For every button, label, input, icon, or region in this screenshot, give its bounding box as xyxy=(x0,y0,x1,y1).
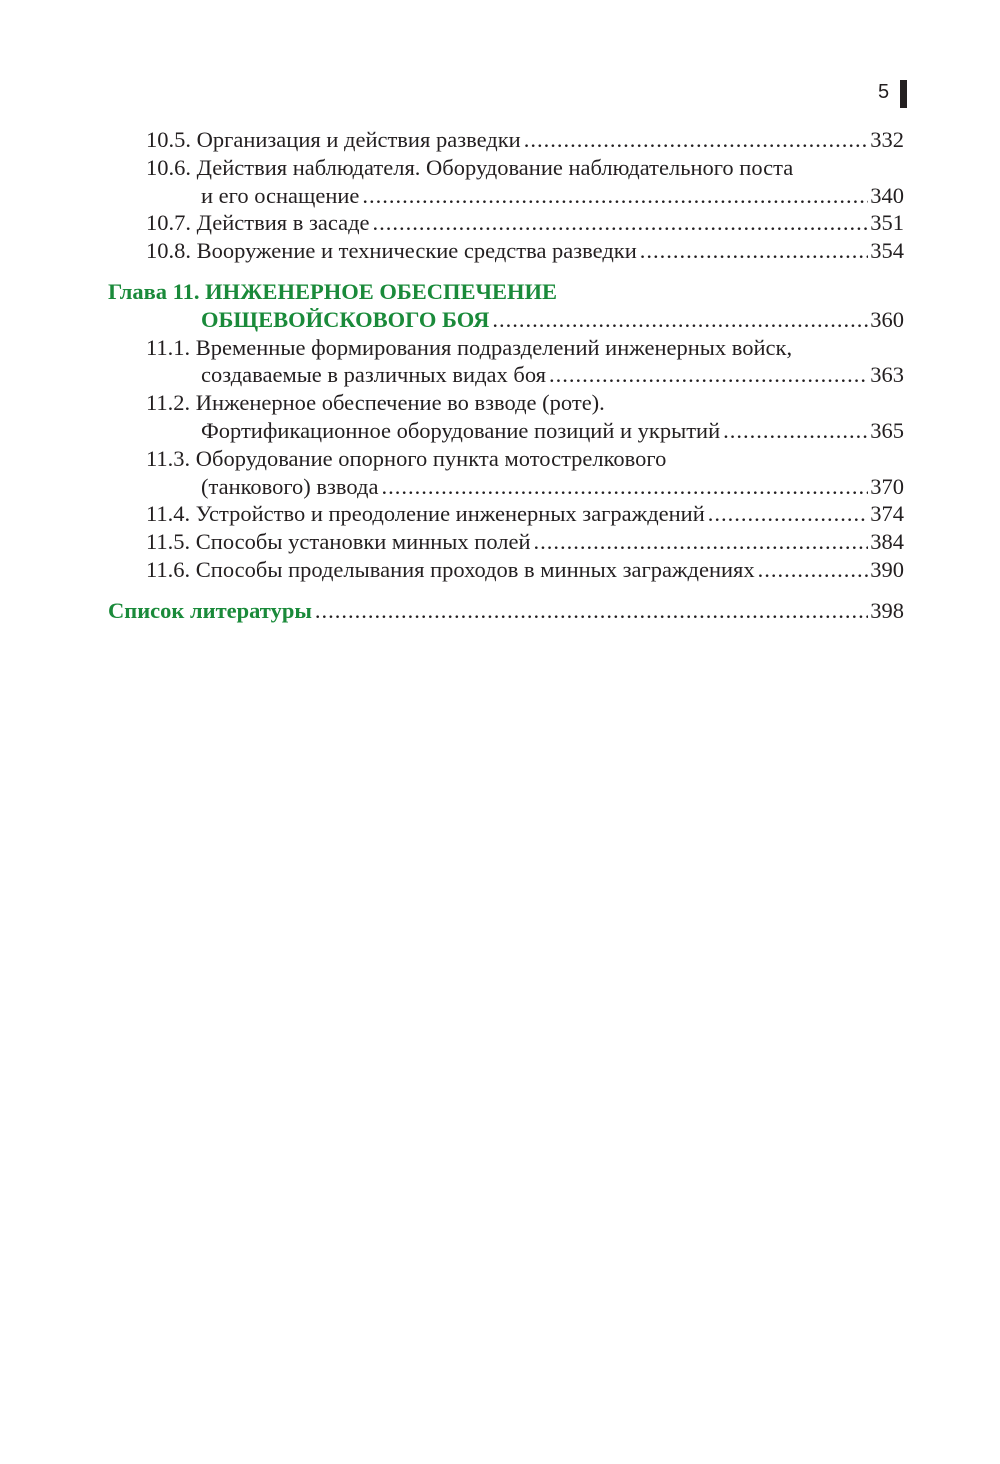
dot-leader xyxy=(524,126,869,154)
toc-entry-label: Способы проделывания проходов в минных заграждениях xyxy=(195,556,755,582)
toc-entry-number: 11.3. xyxy=(146,445,191,471)
toc-entry-11-3-cont[interactable] xyxy=(108,473,904,501)
toc-entry-number: 11.5. xyxy=(146,529,191,555)
toc-entry-10-5[interactable] xyxy=(108,126,904,154)
toc-chapter-11[interactable] xyxy=(108,278,904,306)
toc-chapter-11-cont[interactable] xyxy=(108,306,904,334)
toc-entry-page: 354 xyxy=(870,238,904,264)
toc-entry-page: 360 xyxy=(870,306,904,332)
toc-entry-10-6[interactable] xyxy=(108,154,904,182)
dot-leader xyxy=(362,182,868,210)
toc-entry-title xyxy=(146,528,531,556)
references-title: Список литературы xyxy=(108,597,312,623)
toc-entry-number: 11.4. xyxy=(146,501,191,527)
toc-entry-page: 390 xyxy=(870,556,904,582)
dot-leader xyxy=(381,473,868,501)
dot-leader xyxy=(492,306,868,334)
page-marker xyxy=(900,80,907,108)
toc-entry-label: Оборудование опорного пункта мотострелкового xyxy=(195,445,667,471)
dot-leader xyxy=(758,556,869,584)
toc-entry-label: создаваемые в различных видах боя xyxy=(201,362,547,388)
toc-entry-page: 351 xyxy=(870,210,904,236)
toc-references[interactable] xyxy=(108,597,904,625)
page-number: 5 xyxy=(878,81,890,103)
dot-leader xyxy=(534,528,869,556)
toc-entry-title xyxy=(146,389,605,417)
toc-entry-label: Организация и действия разведки xyxy=(196,127,521,152)
toc-entry-label: Фортификационное оборудование позиций и укрытий xyxy=(201,417,721,443)
toc-entry-label: Действия в засаде xyxy=(196,210,370,236)
toc-entry-number: 10.8. xyxy=(146,238,191,264)
toc-entry-label: Устройство и преодоление инженерных заграждений xyxy=(195,501,705,527)
toc-entry-title xyxy=(146,334,792,362)
toc-entry-title xyxy=(146,154,793,182)
toc-entry-label: Действия наблюдателя. Оборудование наблюдательного поста xyxy=(196,154,794,180)
toc-entry-page: 365 xyxy=(870,417,904,443)
toc-entry-number: 10.5. xyxy=(146,127,191,152)
toc-entry-10-6-cont[interactable] xyxy=(108,182,904,210)
toc-entry-title xyxy=(146,237,637,265)
toc-entry-page: 398 xyxy=(870,597,904,623)
toc-entry-number: 11.1. xyxy=(146,334,191,360)
toc-entry-label: Инженерное обеспечение во взводе (роте). xyxy=(195,390,605,416)
toc-entry-page: 340 xyxy=(870,182,904,208)
toc-entry-11-4[interactable] xyxy=(108,500,904,528)
dot-leader xyxy=(549,361,868,389)
toc-entry-page: 384 xyxy=(870,529,904,555)
toc-entry-page: 332 xyxy=(870,127,904,152)
toc-entry-11-5[interactable] xyxy=(108,528,904,556)
chapter-title: ОБЩЕВОЙСКОВОГО БОЯ xyxy=(201,306,490,332)
toc-entry-title xyxy=(146,500,705,528)
toc-entry-label: Способы установки минных полей xyxy=(195,529,531,555)
toc-entry-11-2[interactable] xyxy=(108,389,904,417)
toc-entry-page: 370 xyxy=(870,473,904,499)
toc-entry-10-8[interactable] xyxy=(108,237,904,265)
toc-entry-11-2-cont[interactable] xyxy=(108,417,904,445)
dot-leader xyxy=(315,597,868,625)
toc-entry-number: 10.7. xyxy=(146,210,191,236)
toc-entry-11-3[interactable] xyxy=(108,445,904,473)
toc-entry-title xyxy=(146,556,755,584)
dot-leader xyxy=(373,209,869,237)
toc-entry-11-1-cont[interactable] xyxy=(108,361,904,389)
toc-entry-label: Вооружение и технические средства разведки xyxy=(196,238,637,264)
dot-leader xyxy=(723,417,868,445)
toc-entry-label: Временные формирования подразделений инженерных войск, xyxy=(195,334,793,360)
toc-entry-title xyxy=(146,126,521,154)
toc-entry-page: 363 xyxy=(870,362,904,388)
table-of-contents xyxy=(108,126,904,625)
chapter-title: Глава 11. ИНЖЕНЕРНОЕ ОБЕСПЕЧЕНИЕ xyxy=(108,278,558,304)
toc-entry-label: (танкового) взвода xyxy=(201,473,379,499)
dot-leader xyxy=(640,237,868,265)
toc-entry-number: 10.6. xyxy=(146,154,191,180)
toc-entry-title xyxy=(146,209,370,237)
toc-entry-label: и его оснащение xyxy=(201,182,360,208)
dot-leader xyxy=(708,500,869,528)
toc-entry-11-1[interactable] xyxy=(108,334,904,362)
toc-entry-page: 374 xyxy=(870,501,904,527)
toc-entry-title xyxy=(146,445,666,473)
toc-entry-11-6[interactable] xyxy=(108,556,904,584)
toc-entry-number: 11.2. xyxy=(146,390,191,416)
toc-entry-10-7[interactable] xyxy=(108,209,904,237)
toc-entry-number: 11.6. xyxy=(146,556,191,582)
